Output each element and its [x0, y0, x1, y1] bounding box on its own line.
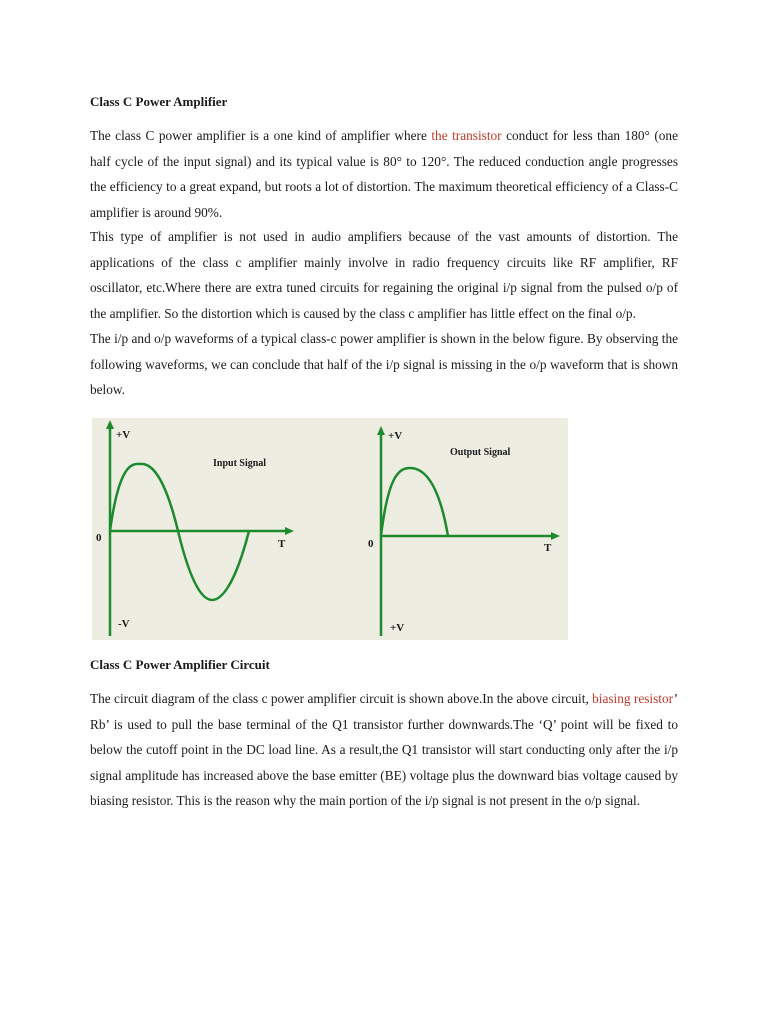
input-x-axis-label: T [278, 538, 286, 550]
input-y-top-label: +V [116, 429, 131, 441]
output-half-wave [381, 468, 448, 536]
input-signal-panel [96, 420, 294, 636]
paragraph-intro-text-end: conduct for less than 180° (one half cycle of the input signal) and its typical value is 80° to 120°. The reduced conduction angle progresses the efficiency to a great expand, but roots a lot of distortion. The maximum theoretical efficiency of a Class-C amplifier is around 90%. [90, 128, 678, 220]
paragraph-waveforms: The i/p and o/p waveforms of a typical class-c power amplifier is shown in the below figure. By observing the following waveforms, we can conclude that half of the i/p signal is missing in the o/p waveform that is shown below. [90, 331, 678, 398]
link-biasing-resistor[interactable]: biasing resistor [592, 691, 674, 706]
section-title-class-c: Class C Power Amplifier [90, 94, 228, 109]
paragraph-applications: This type of amplifier is not used in audio amplifiers because of the vast amounts of distortion. The applications of the class c amplifier mainly involve in radio frequency circuits like RF amplifier, RF oscillator, etc.Where there are extra tuned circuits for regaining the original i/p signal from the pulsed o/p of the amplifier. So the distortion which is caused by the class c amplifier has little effect on the final o/p. [90, 229, 678, 321]
waveform-diagram [92, 418, 568, 640]
output-origin-label: 0 [368, 538, 374, 550]
output-y-top-label: +V [388, 430, 403, 442]
output-signal-panel [368, 426, 560, 636]
output-y-axis-arrow [377, 426, 385, 435]
output-x-axis-label: T [544, 542, 552, 554]
output-title: Output Signal [450, 447, 511, 458]
paragraph-intro [90, 123, 678, 225]
link-the-transistor[interactable]: the transistor [431, 128, 502, 143]
paragraph-circuit-text-start: The circuit diagram of the class c power amplifier circuit is shown above.In the above circuit, [90, 691, 593, 706]
waveform-figure [92, 418, 568, 640]
input-y-axis-arrow [106, 420, 114, 429]
input-y-bottom-label: -V [118, 618, 130, 630]
paragraph-circuit-text-end: ’ Rb’ is used to pull the base terminal of the Q1 transistor further downwards.The ‘Q’ point will be fixed to below the cutoff point in the DC load line. As a result,the Q1 transistor will start conducting only after the i/p signal amplitude has increased above the base emitter (BE) voltage plus the downward bias voltage caused by biasing resistor. This is the reason why the main portion of the i/p signal is not present in the o/p signal. [90, 691, 678, 809]
input-x-axis-arrow [285, 527, 294, 535]
output-x-axis-arrow [551, 532, 560, 540]
output-y-bottom-label: +V [390, 622, 405, 634]
input-origin-label: 0 [96, 532, 102, 544]
paragraph-intro-text-start: The class C power amplifier is a one kind of amplifier where [90, 128, 432, 143]
paragraph-circuit [90, 686, 678, 814]
input-title: Input Signal [213, 458, 267, 469]
section-title-circuit: Class C Power Amplifier Circuit [90, 657, 270, 672]
